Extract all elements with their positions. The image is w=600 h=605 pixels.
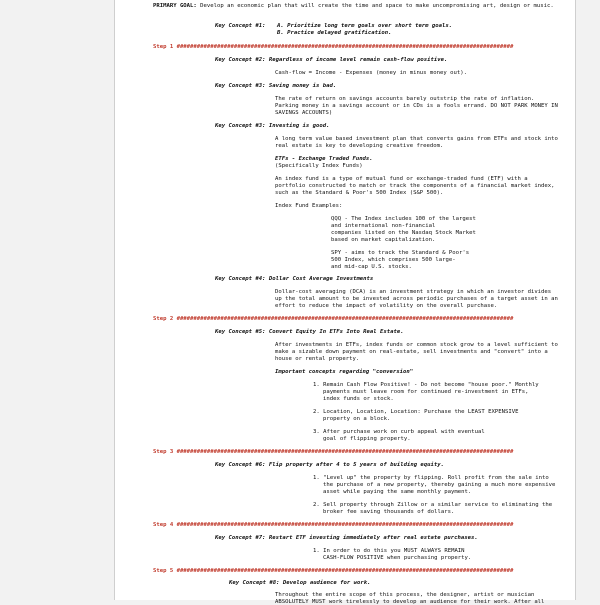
- key-concept-1-a: A. Prioritize long term goals over short term goals.: [277, 23, 453, 29]
- step-5-divider: Step 5 ####################################################################################################: [153, 568, 514, 574]
- kc5-item-2b: property on a block.: [323, 416, 391, 422]
- kc5-important: Important concepts regarding "conversion": [275, 369, 414, 375]
- kc5-p2: make a sizable down payment on real-estate, sell investments and "convert" into a: [275, 349, 548, 355]
- kc6-item-1a: 1. "Level up" the property by flipping. Roll profit from the sale into: [313, 475, 549, 481]
- qqq-3: companies listed on the Nasdaq Stock Market: [331, 230, 476, 236]
- key-concept-5-title: Key Concept #5: Convert Equity In ETFs Into Real Estate.: [215, 329, 404, 335]
- kc4-p1: Dollar-cost averaging (DCA) is an investment strategy in which an investor divides: [275, 289, 552, 295]
- kc3-p3: SAVINGS ACCOUNTS): [275, 110, 333, 116]
- primary-goal: [153, 3, 554, 9]
- qqq-2: and international non-financial: [331, 223, 436, 229]
- kc5-item-1b: payments must leave room for continued re-investment in ETFs,: [323, 389, 529, 395]
- kc4-p2: up the total amount to be invested across periodic purchases of a target asset in an: [275, 296, 558, 302]
- key-concept-2-title: Key Concept #2: Regardless of income level remain cash-flow positive.: [215, 57, 448, 63]
- key-concept-3b-title: Key Concept #3: Investing is good.: [215, 123, 330, 129]
- kc5-p3: house or rental property.: [275, 356, 360, 362]
- kc6-item-2b: broker fee saving thousands of dollars.: [323, 509, 455, 515]
- kc4-p3: effort to reduce the impact of volatility on the overall purchase.: [275, 303, 498, 309]
- kc3-p2: Parking money in a savings account or in CDs is a fools errand. DO NOT PARK MONEY IN: [275, 103, 558, 109]
- kc6-item-1c: asset while paying the same monthly payment.: [323, 489, 472, 495]
- spy-1: SPY - aims to track the Standard & Poor's: [331, 250, 470, 256]
- spy-2: 500 Index, which comprises 500 large-: [331, 257, 456, 263]
- kc7-item-1b: CASH-FLOW POSITIVE when purchasing property.: [323, 555, 472, 561]
- primary-goal-text: Develop an economic plan that will create the time and space to make uncompromising art, design or music.: [196, 3, 554, 9]
- spy-3: and mid-cap U.S. stocks.: [331, 264, 412, 270]
- qqq-4: based on market capitalization.: [331, 237, 436, 243]
- kc3b-p2: real estate is key to developing creative freedom.: [275, 143, 444, 149]
- etf-title: ETFs - Exchange Traded Funds.: [275, 156, 373, 162]
- document-page: [114, 0, 576, 605]
- key-concept-4-title: Key Concept #4: Dollar Cost Average Investments: [215, 276, 374, 282]
- qqq-1: QQQ - The Index includes 100 of the largest: [331, 216, 476, 222]
- key-concept-3-title: Key Concept #3: Saving money is bad.: [215, 83, 337, 89]
- step-3-divider: Step 3 ####################################################################################################: [153, 449, 514, 455]
- primary-goal-label: PRIMARY GOAL:: [153, 3, 197, 9]
- step-4-divider: Step 4 ####################################################################################################: [153, 522, 514, 528]
- kc5-p1: After investments in ETFs, index funds or common stock grow to a level sufficient to: [275, 342, 558, 348]
- kc5-item-3b: goal of flipping property.: [323, 436, 411, 442]
- step-1-divider: Step 1 ####################################################################################################: [153, 44, 514, 50]
- key-concept-1-label: Key Concept #1:: [215, 23, 266, 29]
- key-concept-1-b: B. Practice delayed gratification.: [277, 30, 392, 36]
- etf-def-3: such as the Standard & Poor's 500 Index (S&P 500).: [275, 190, 444, 196]
- kc7-item-1a: 1. In order to do this you MUST ALWAYS REMAIN: [313, 548, 465, 554]
- key-concept-7-title: Key Concept #7: Restart ETF investing immediately after real estate purchases.: [215, 535, 478, 541]
- kc5-item-1c: index funds or stock.: [323, 396, 394, 402]
- key-concept-8-title: Key Concept #8: Develop audience for work.: [229, 580, 371, 586]
- kc8-p2: ABSOLUTELY MUST work tirelessly to develop an audience for their work. After all: [275, 599, 545, 605]
- key-concept-2-line: Cash-flow = Income - Expenses (money in minus money out).: [275, 70, 467, 76]
- kc5-item-2a: 2. Location, Location, Location: Purchase the LEAST EXPENSIVE: [313, 409, 519, 415]
- kc8-p1: Throughout the entire scope of this process, the designer, artist or musician: [275, 592, 535, 598]
- key-concept-6-title: Key Concept #6: Flip property after 4 to 5 years of building equity.: [215, 462, 445, 468]
- index-examples-label: Index Fund Examples:: [275, 203, 343, 209]
- kc5-item-3a: 3. After purchase work on curb appeal with eventual: [313, 429, 485, 435]
- kc6-item-2a: 2. Sell property through Zillow or a similar service to eliminating the: [313, 502, 553, 508]
- kc6-item-1b: the purchase of a new property, thereby gaining a much more expensive: [323, 482, 556, 488]
- kc3b-p1: A long term value based investment plan that converts gains from ETFs and stock into: [275, 136, 558, 142]
- kc3-p1: The rate of return on savings accounts barely outstrip the rate of inflation.: [275, 96, 535, 102]
- kc5-item-1a: 1. Remain Cash Flow Positive! - Do not become "house poor." Monthly: [313, 382, 539, 388]
- etf-def-1: An index fund is a type of mutual fund or exchange-traded fund (ETF) with a: [275, 176, 528, 182]
- etf-sub: (Specifically Index Funds): [275, 163, 363, 169]
- etf-def-2: portfolio constructed to match or track the components of a financial market index,: [275, 183, 555, 189]
- step-2-divider: Step 2 ####################################################################################################: [153, 316, 514, 322]
